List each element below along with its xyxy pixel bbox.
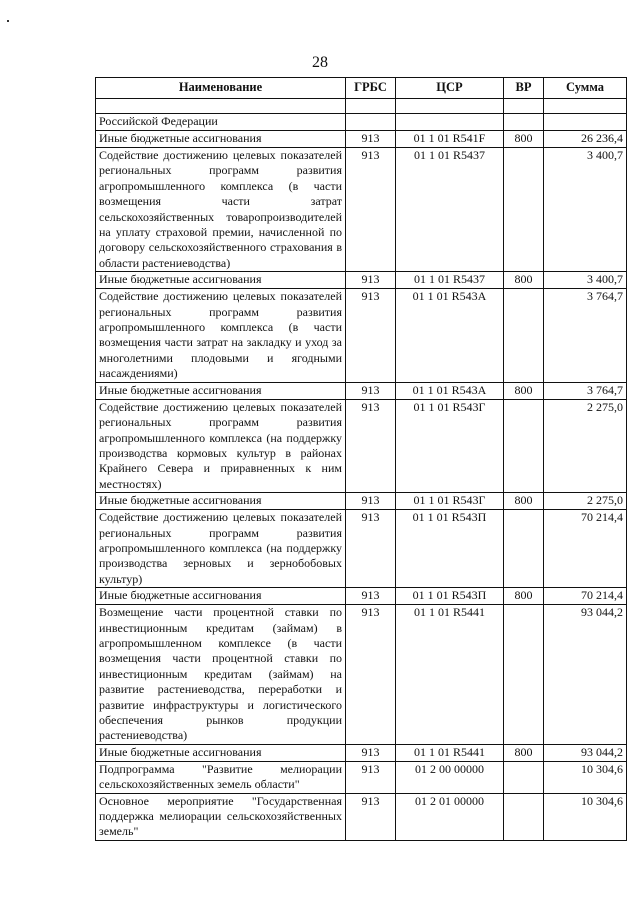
cell-name: Иные бюджетные ассигнования	[96, 744, 346, 761]
table-row	[96, 605, 627, 745]
cell-grbs	[346, 114, 396, 131]
cell-csr: 01 1 01 R543П	[396, 588, 504, 605]
table-row	[96, 744, 627, 761]
cell-sum: 70 214,4	[544, 588, 627, 605]
header-name: Наименование	[96, 78, 346, 99]
table-row	[96, 289, 627, 382]
cell-csr: 01 2 00 00000	[396, 761, 504, 793]
cell-name: Содействие достижению целевых показателей региональных программ развития агропромышленного комплекса (на поддержку производства зерновых и зернобобовых культур)	[96, 510, 346, 588]
table-row	[96, 493, 627, 510]
cell-vr: 800	[504, 588, 544, 605]
cell-name: Подпрограмма "Развитие мелиорации сельскохозяйственных земель области"	[96, 761, 346, 793]
cell-grbs: 913	[346, 761, 396, 793]
cell-name: Иные бюджетные ассигнования	[96, 272, 346, 289]
cell-vr	[504, 510, 544, 588]
cell-vr: 800	[504, 744, 544, 761]
table-row	[96, 148, 627, 272]
cell-sum: 10 304,6	[544, 793, 627, 840]
header-vr: ВР	[504, 78, 544, 99]
cell-name: Содействие достижению целевых показателей региональных программ развития агропромышленного комплекса (в части возмещения части затрат сельскохозяйственных товаропроизводителей на уплату страховой премии, начисленной по договору сельскохозяйственного страхования в области растениеводства)	[96, 148, 346, 272]
cell-vr	[504, 148, 544, 272]
cell-vr	[504, 761, 544, 793]
cell-name: Иные бюджетные ассигнования	[96, 588, 346, 605]
cell-vr	[504, 605, 544, 745]
cell-sum: 3 764,7	[544, 289, 627, 382]
table-row	[96, 382, 627, 399]
budget-table	[95, 77, 627, 841]
cell-sum: 3 400,7	[544, 272, 627, 289]
cell-sum: 3 400,7	[544, 148, 627, 272]
cell-name: Российской Федерации	[96, 114, 346, 131]
cell-grbs: 913	[346, 148, 396, 272]
cell-grbs: 913	[346, 289, 396, 382]
cell-sum: 26 236,4	[544, 131, 627, 148]
cell-sum	[544, 114, 627, 131]
cell-grbs: 913	[346, 382, 396, 399]
cell-sum: 93 044,2	[544, 744, 627, 761]
cell-csr: 01 1 01 R541F	[396, 131, 504, 148]
cell-csr: 01 1 01 R5441	[396, 605, 504, 745]
cell-csr	[396, 114, 504, 131]
table-row	[96, 761, 627, 793]
table-row	[96, 793, 627, 840]
header-grbs: ГРБС	[346, 78, 396, 99]
cell-csr: 01 1 01 R543Г	[396, 399, 504, 492]
cell-sum: 70 214,4	[544, 510, 627, 588]
cell-grbs: 913	[346, 493, 396, 510]
scan-speck	[7, 20, 9, 22]
cell-sum: 2 275,0	[544, 493, 627, 510]
table-header-row	[96, 78, 627, 99]
spacer-row	[96, 99, 627, 114]
cell-sum: 93 044,2	[544, 605, 627, 745]
cell-grbs: 913	[346, 744, 396, 761]
page-number: 28	[312, 54, 328, 71]
cell-grbs: 913	[346, 510, 396, 588]
cell-name: Содействие достижению целевых показателей региональных программ развития агропромышленного комплекса (в части возмещения части затрат на закладку и уход за многолетними плодовыми и ягодными насаждениями)	[96, 289, 346, 382]
cell-csr: 01 1 01 R543A	[396, 289, 504, 382]
cell-name: Основное мероприятие "Государственная поддержка мелиорации сельскохозяйственных земель"	[96, 793, 346, 840]
cell-vr	[504, 399, 544, 492]
cell-csr: 01 1 01 R543Г	[396, 493, 504, 510]
cell-vr: 800	[504, 382, 544, 399]
cell-csr: 01 2 01 00000	[396, 793, 504, 840]
cell-vr: 800	[504, 493, 544, 510]
cell-grbs: 913	[346, 793, 396, 840]
table-row	[96, 272, 627, 289]
table-body	[96, 99, 627, 841]
header-csr: ЦСР	[396, 78, 504, 99]
cell-grbs: 913	[346, 605, 396, 745]
cell-csr: 01 1 01 R5437	[396, 148, 504, 272]
cell-grbs: 913	[346, 588, 396, 605]
cell-csr: 01 1 01 R5441	[396, 744, 504, 761]
cell-name: Иные бюджетные ассигнования	[96, 382, 346, 399]
cell-sum: 2 275,0	[544, 399, 627, 492]
cell-csr: 01 1 01 R543A	[396, 382, 504, 399]
cell-name: Содействие достижению целевых показателей региональных программ развития агропромышленного комплекса (на поддержку производства кормовых культур в районах Крайнего Севера и приравненных к ним местностях)	[96, 399, 346, 492]
cell-vr: 800	[504, 131, 544, 148]
cell-name: Иные бюджетные ассигнования	[96, 493, 346, 510]
cell-csr: 01 1 01 R543П	[396, 510, 504, 588]
cell-vr: 800	[504, 272, 544, 289]
cell-name: Иные бюджетные ассигнования	[96, 131, 346, 148]
table-row	[96, 588, 627, 605]
table-row	[96, 399, 627, 492]
cell-sum: 3 764,7	[544, 382, 627, 399]
cell-grbs: 913	[346, 399, 396, 492]
cell-name: Возмещение части процентной ставки по инвестиционным кредитам (займам) в агропромышленном комплексе (в части возмещения части процентной ставки по инвестиционным кредитам (займам) на развитие растениеводства, переработки и развитие инфраструктуры и логистического обеспечения рынков продукции растениеводства)	[96, 605, 346, 745]
cell-grbs: 913	[346, 272, 396, 289]
table-row	[96, 510, 627, 588]
table-row	[96, 131, 627, 148]
cell-sum: 10 304,6	[544, 761, 627, 793]
header-sum: Сумма	[544, 78, 627, 99]
table-row	[96, 114, 627, 131]
cell-vr	[504, 114, 544, 131]
cell-vr	[504, 289, 544, 382]
cell-csr: 01 1 01 R5437	[396, 272, 504, 289]
cell-vr	[504, 793, 544, 840]
cell-grbs: 913	[346, 131, 396, 148]
